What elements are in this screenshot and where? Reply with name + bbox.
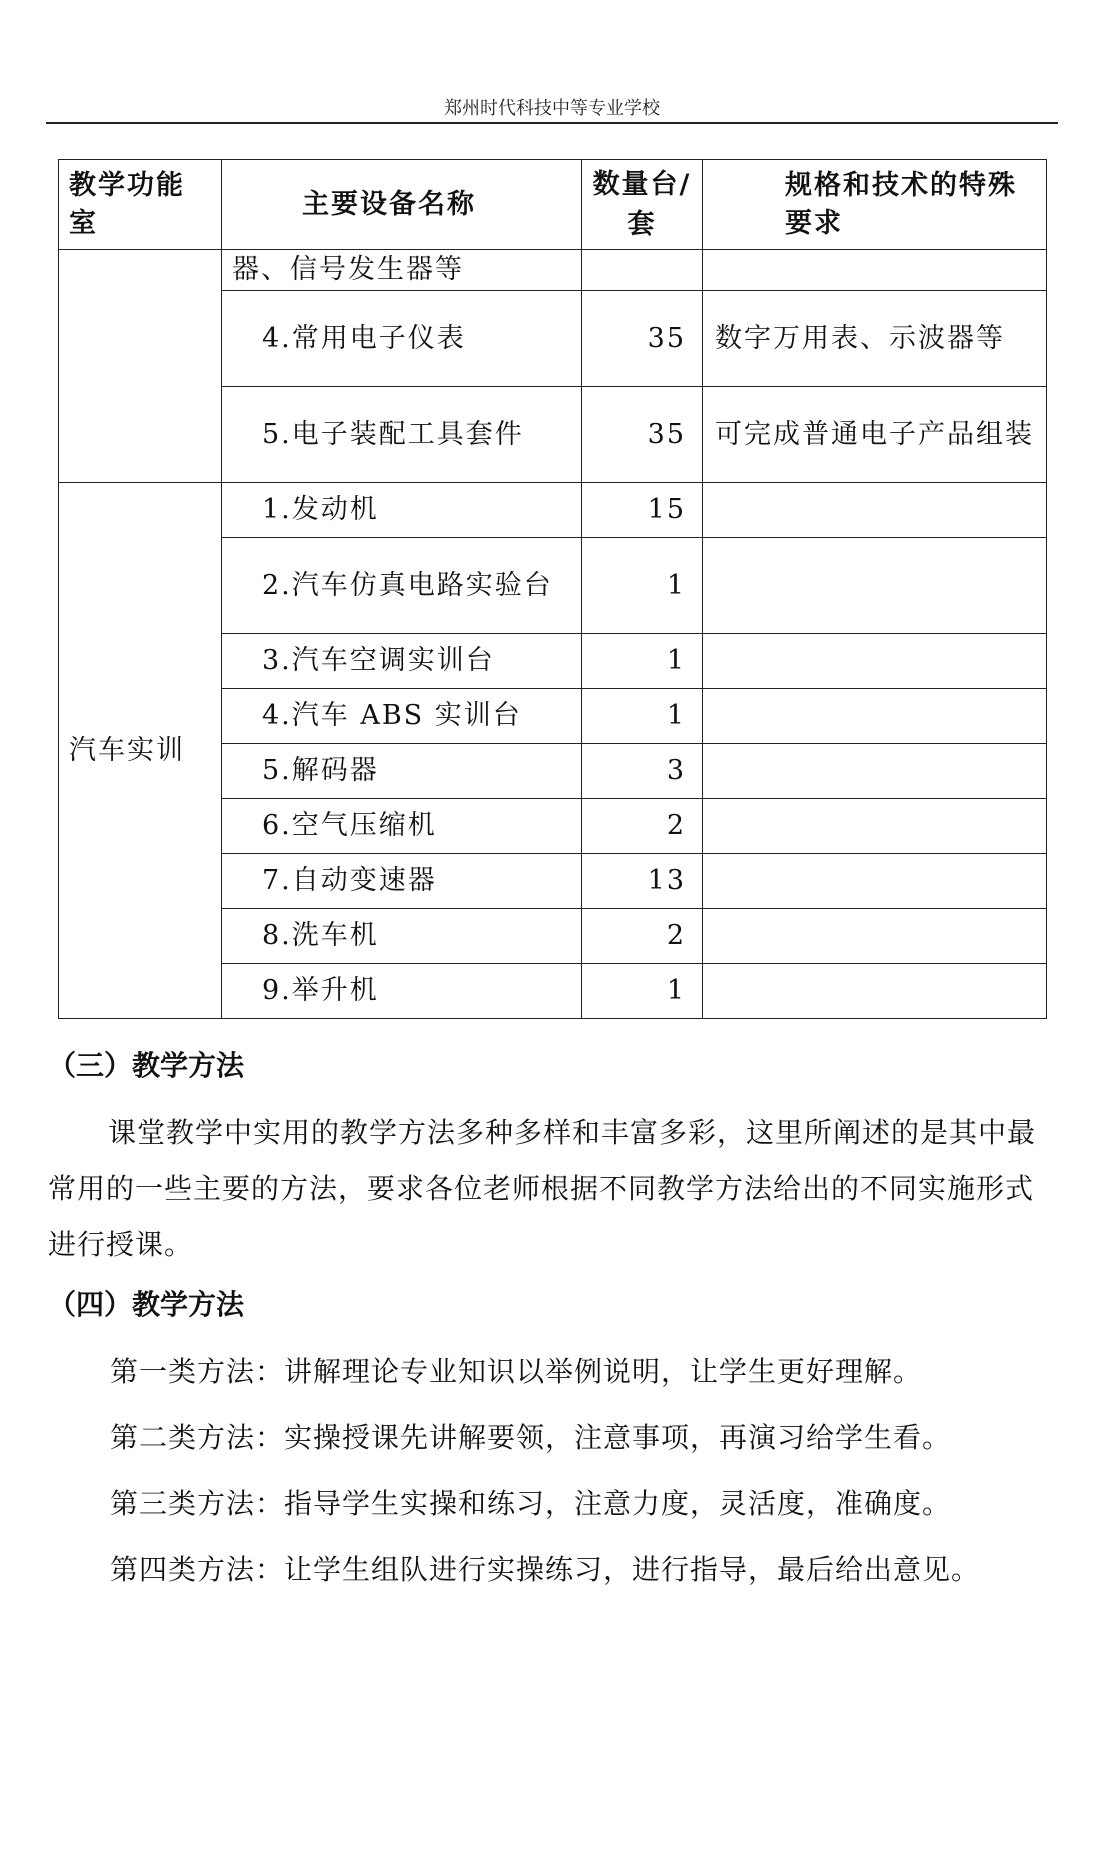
header-divider (46, 122, 1058, 124)
item-spec (703, 909, 1047, 964)
header-spec (703, 160, 1047, 250)
section3-paragraph: 课堂教学中实用的教学方法多种多样和丰富多彩，这里所阐述的是其中最常用的一些主要的方法，要求各位老师根据不同教学方法给出的不同实施形式进行授课。 (48, 1116, 1037, 1261)
item-qty: 1 (582, 689, 703, 744)
item-spec (703, 538, 1047, 634)
item-name: 4.汽车 ABS 实训台 (222, 689, 582, 744)
item-qty: 2 (582, 799, 703, 854)
header-name: 主要设备名称 (222, 160, 582, 250)
header-spec-text: 规格和技术的特殊要求 (785, 169, 1017, 239)
section3-title: （三）教学方法 (48, 1049, 245, 1082)
item-name: 9.举升机 (222, 964, 582, 1019)
item-spec (703, 634, 1047, 689)
item-name: 8.洗车机 (222, 909, 582, 964)
method-item-2: 第二类方法：实操授课先讲解要领，注意事项，再演习给学生看。 (110, 1421, 952, 1454)
item-name-continued: 器、信号发生器等 (222, 250, 582, 291)
item-qty (582, 250, 703, 291)
item-spec (703, 689, 1047, 744)
item-name: 1.发动机 (222, 483, 582, 538)
item-spec (703, 744, 1047, 799)
item-qty: 1 (582, 634, 703, 689)
item-qty: 2 (582, 909, 703, 964)
item-name: 6.空气压缩机 (222, 799, 582, 854)
item-spec (703, 854, 1047, 909)
method-item-4: 第四类方法：让学生组队进行实操练习，进行指导，最后给出意见。 (110, 1553, 981, 1586)
item-name-text: 2.汽车仿真电路实验台 (262, 569, 553, 601)
item-qty: 15 (582, 483, 703, 538)
page-header-school: 郑州时代科技中等专业学校 (444, 98, 660, 119)
item-name: 5.电子装配工具套件 (222, 387, 582, 483)
item-spec: 可完成普通电子产品组装 (703, 387, 1047, 483)
item-name: 7.自动变速器 (222, 854, 582, 909)
item-spec (703, 250, 1047, 291)
section4-title: （四）教学方法 (48, 1288, 245, 1321)
item-qty: 1 (582, 538, 703, 634)
header-room: 教学功能室 (59, 160, 222, 250)
equipment-table (58, 159, 1047, 1019)
item-qty: 13 (582, 854, 703, 909)
item-name: 5.解码器 (222, 744, 582, 799)
item-spec: 数字万用表、示波器等 (703, 291, 1047, 387)
room-cell-auto: 汽车实训 (59, 483, 222, 1019)
item-name: 3.汽车空调实训台 (222, 634, 582, 689)
item-qty: 1 (582, 964, 703, 1019)
item-qty: 35 (582, 291, 703, 387)
table-row (59, 250, 1047, 291)
item-qty: 35 (582, 387, 703, 483)
item-name (222, 538, 582, 634)
header-qty: 数量台/套 (582, 160, 703, 250)
item-spec (703, 483, 1047, 538)
method-item-1: 第一类方法：讲解理论专业知识以举例说明，让学生更好理解。 (110, 1355, 923, 1388)
item-qty: 3 (582, 744, 703, 799)
room-cell-electronics (59, 250, 222, 483)
item-spec (703, 964, 1047, 1019)
method-item-3: 第三类方法：指导学生实操和练习，注意力度，灵活度，准确度。 (110, 1487, 952, 1520)
table-header-row (59, 160, 1047, 250)
item-spec (703, 799, 1047, 854)
table-row (59, 483, 1047, 538)
item-name: 4.常用电子仪表 (222, 291, 582, 387)
